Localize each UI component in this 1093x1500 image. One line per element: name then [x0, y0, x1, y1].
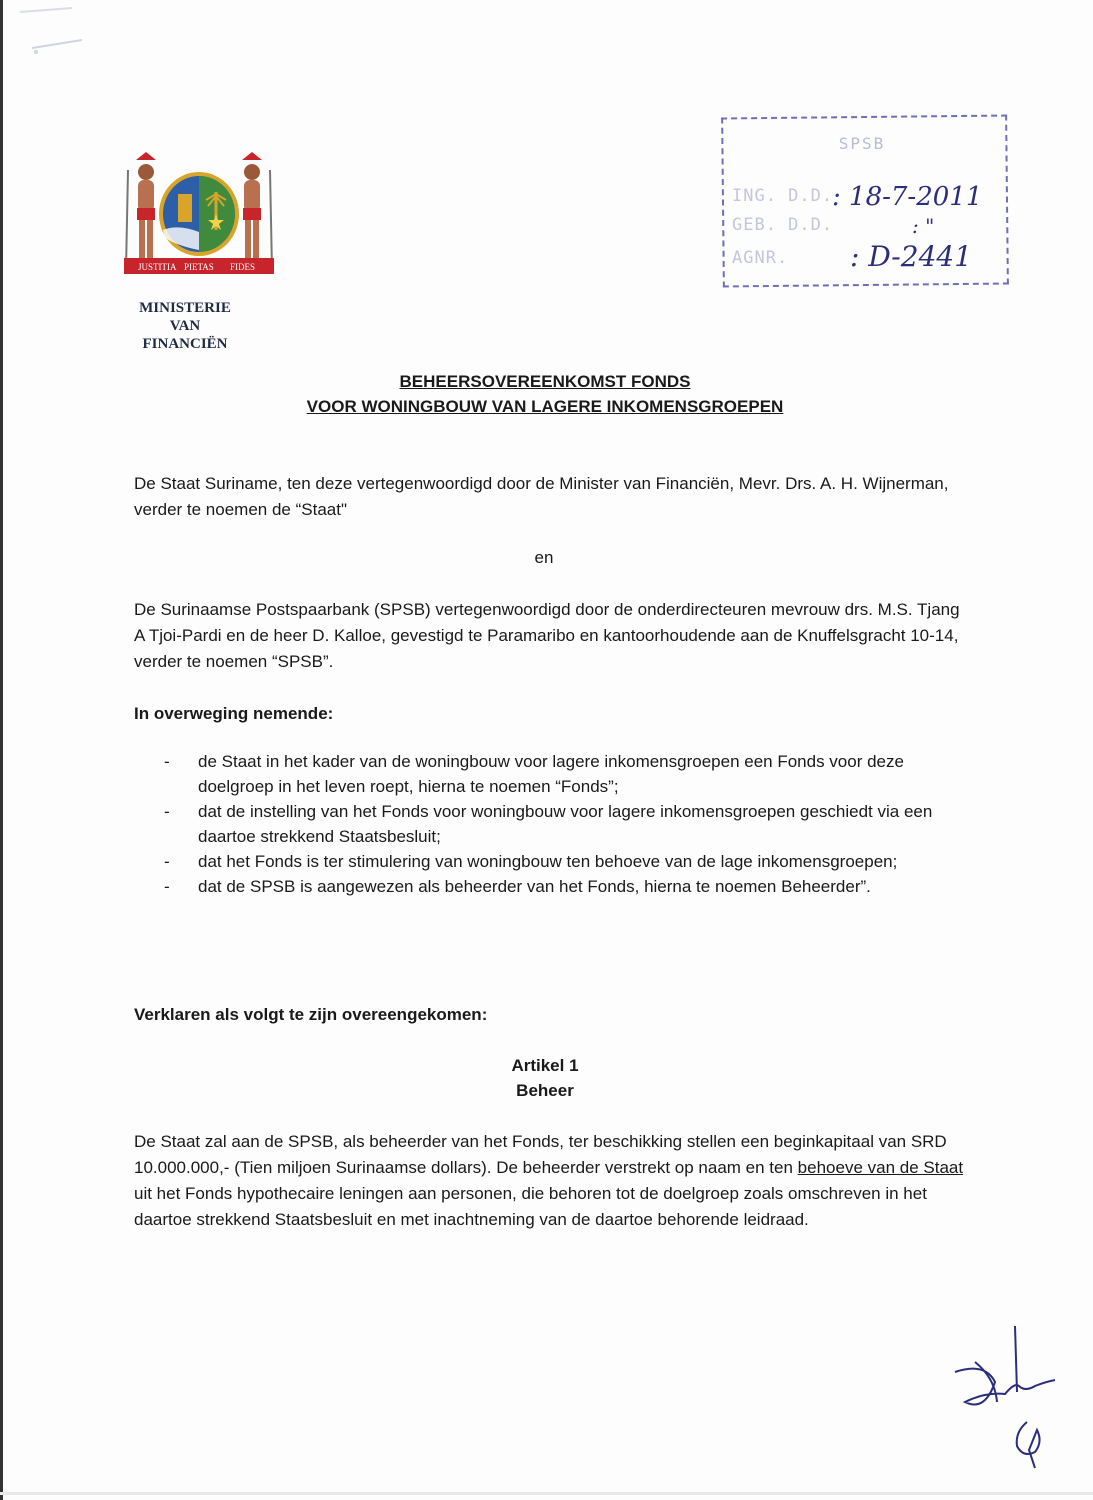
stamp-value-agnr: : D-2441: [850, 240, 973, 273]
considerations-list: [160, 749, 970, 899]
stamp-label-agnr: AGNR.: [732, 248, 789, 268]
ministry-line-3: FINANCIËN: [142, 336, 228, 352]
article-text-part-2: uit het Fonds hypothecaire leningen aan personen, die behoren tot de doelgroep zoals omschreven in het daartoe strekkend Staatsbesluit en met inachtneming van de daartoe behorende leidraad.: [134, 1184, 927, 1229]
coat-of-arms-emblem: [118, 150, 280, 282]
stamp-value-geb: : ": [912, 214, 935, 238]
ministry-line-2: VAN: [169, 318, 201, 334]
list-item: - dat de instelling van het Fonds voor woningbouw voor lagere inkomensgroepen geschiedt via een daartoe strekkend Staatsbesluit;: [160, 799, 970, 849]
ministry-name: [120, 299, 250, 353]
article-text-part-1: De Staat zal aan de SPSB, als beheerder van het Fonds, ter beschikking stellen een beginkapitaal van SRD 10.000.000,- (Tien miljoen Surinaamse dollars). De beheerder verstrekt op naam en ten: [134, 1132, 947, 1177]
article-title: Beheer: [516, 1081, 574, 1100]
article-text-underlined: behoeve van de Staat: [797, 1158, 964, 1177]
scan-bottom-edge: [0, 1492, 1093, 1495]
document-title-line-2: VOOR WONINGBOUW VAN LAGERE INKOMENSGROEPEN: [306, 397, 784, 416]
motto-fides: FIDES: [230, 262, 256, 272]
stamp-value-ing: : 18-7-2011: [832, 182, 983, 212]
conjunction-en: en: [534, 548, 554, 567]
list-item: - dat de SPSB is aangewezen als beheerder van het Fonds, hierna te noemen Beheerder”.: [160, 874, 970, 899]
document-title-line-1: BEHEERSOVEREENKOMST FONDS: [399, 372, 691, 391]
handwritten-initials: [945, 1322, 1065, 1472]
party-staat-paragraph: De Staat Suriname, ten deze vertegenwoordigd door de Minister van Financiën, Mevr. Drs. A. H. Wijnerman, verder te noemen de “Staat": [134, 474, 949, 519]
motto-justitia: JUSTITIA: [138, 262, 177, 272]
considerations-heading: In overweging nemende:: [134, 704, 334, 723]
list-item: - de Staat in het kader van de woningbouw voor lagere inkomensgroepen een Fonds voor deze doelgroep in het leven roept, hierna te noemen “Fonds”;: [160, 749, 970, 799]
agreement-heading: Verklaren als volgt te zijn overeengekomen:: [134, 1005, 488, 1024]
party-spsb-paragraph: De Surinaamse Postspaarbank (SPSB) vertegenwoordigd door de onderdirecteuren mevrouw drs. M.S. Tjang A Tjoi-Pardi en de heer D. Kalloe, gevestigd te Paramaribo en kantoorhoudende aan de Knuffelsgracht 10-14, verder te noemen “SPSB”.: [134, 600, 960, 671]
list-item: - dat het Fonds is ter stimulering van woningbouw ten behoeve van de lage inkomensgroepen;: [160, 849, 970, 874]
article-1-text: [134, 1129, 964, 1233]
stamp-label-ing: ING. D.D.: [732, 186, 834, 206]
article-number: Artikel 1: [511, 1056, 579, 1075]
stamp-header: SPSB: [838, 134, 886, 153]
scan-marks: [12, 4, 132, 64]
scan-edge-line: [0, 0, 3, 1500]
stamp-label-geb: GEB. D.D.: [732, 215, 834, 235]
motto-pietas: PIETAS: [184, 262, 214, 272]
registration-stamp: [722, 116, 1012, 290]
ministry-line-1: MINISTERIE: [139, 300, 231, 316]
